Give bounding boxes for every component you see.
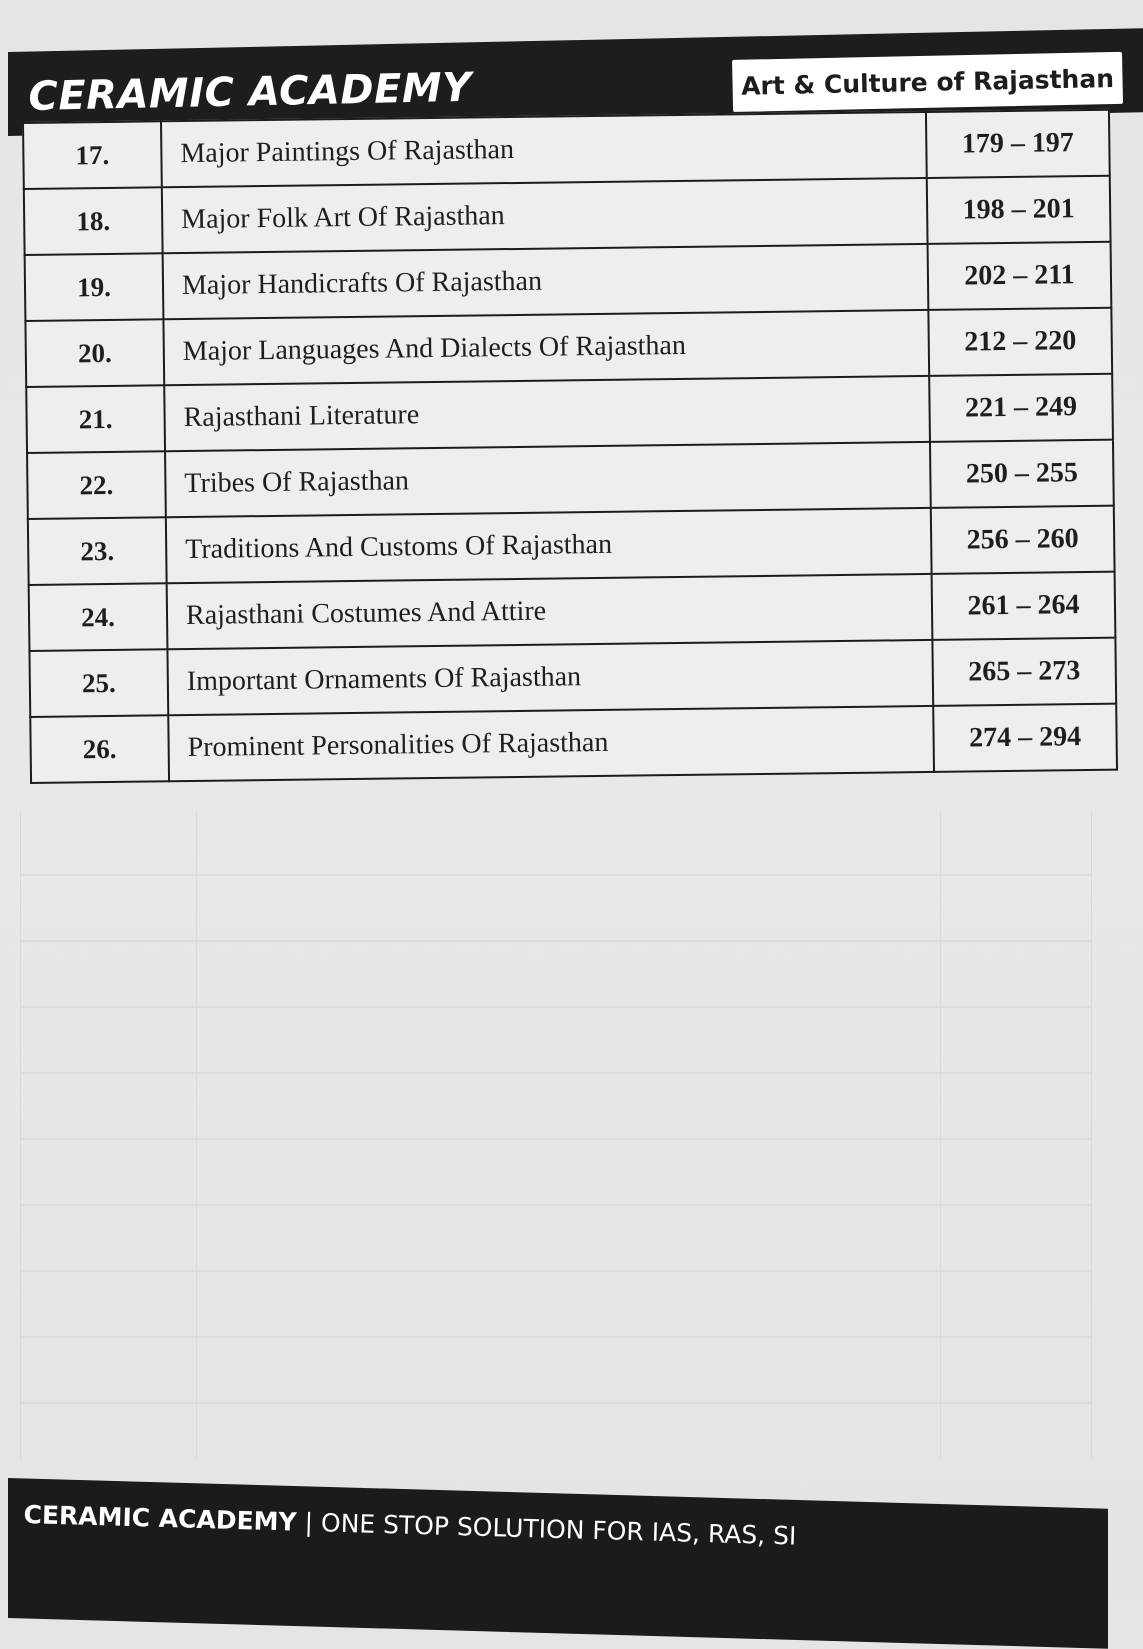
chapter-title: Important Ornaments Of Rajasthan <box>167 640 933 715</box>
brand-title: CERAMIC ACADEMY <box>28 64 473 120</box>
footer-separator: | <box>304 1507 314 1538</box>
chapter-pages: 265 – 273 <box>932 638 1116 706</box>
chapter-number: 22. <box>27 451 166 519</box>
chapter-number: 26. <box>30 715 169 783</box>
chapter-title: Rajasthani Literature <box>164 376 930 451</box>
chapter-pages: 212 – 220 <box>928 308 1112 376</box>
subject-title: Art & Culture of Rajasthan <box>740 63 1115 101</box>
chapter-number: 23. <box>28 517 167 585</box>
subject-badge <box>730 50 1125 114</box>
chapter-title: Traditions And Customs Of Rajasthan <box>166 508 932 583</box>
footer-brand: CERAMIC ACADEMY <box>23 1500 298 1537</box>
chapter-number: 20. <box>25 319 164 387</box>
chapter-pages: 202 – 211 <box>928 242 1112 310</box>
show-through-background <box>20 810 1092 1460</box>
chapter-pages: 256 – 260 <box>931 506 1115 574</box>
chapter-number: 18. <box>24 187 163 255</box>
chapter-pages: 261 – 264 <box>932 572 1116 640</box>
chapter-number: 25. <box>29 649 168 717</box>
table-row <box>30 704 1117 783</box>
contents-table <box>22 109 1118 784</box>
chapter-pages: 250 – 255 <box>930 440 1114 508</box>
chapter-number: 17. <box>23 121 162 189</box>
chapter-pages: 179 – 197 <box>926 110 1110 178</box>
footer-tagline: ONE STOP SOLUTION FOR IAS, RAS, SI <box>320 1508 797 1551</box>
chapter-title: Prominent Personalities Of Rajasthan <box>168 706 934 781</box>
chapter-title: Rajasthani Costumes And Attire <box>167 574 933 649</box>
chapter-title: Tribes Of Rajasthan <box>165 442 931 517</box>
chapter-title: Major Languages And Dialects Of Rajasthan <box>163 310 929 385</box>
chapter-pages: 198 – 201 <box>927 176 1111 244</box>
chapter-pages: 221 – 249 <box>929 374 1113 442</box>
chapter-title: Major Folk Art Of Rajasthan <box>162 178 928 253</box>
chapter-title: Major Handicrafts Of Rajasthan <box>163 244 929 319</box>
chapter-number: 21. <box>26 385 165 453</box>
chapter-number: 24. <box>29 583 168 651</box>
chapter-title: Major Paintings Of Rajasthan <box>161 112 927 187</box>
chapter-pages: 274 – 294 <box>933 704 1117 772</box>
chapter-number: 19. <box>25 253 164 321</box>
